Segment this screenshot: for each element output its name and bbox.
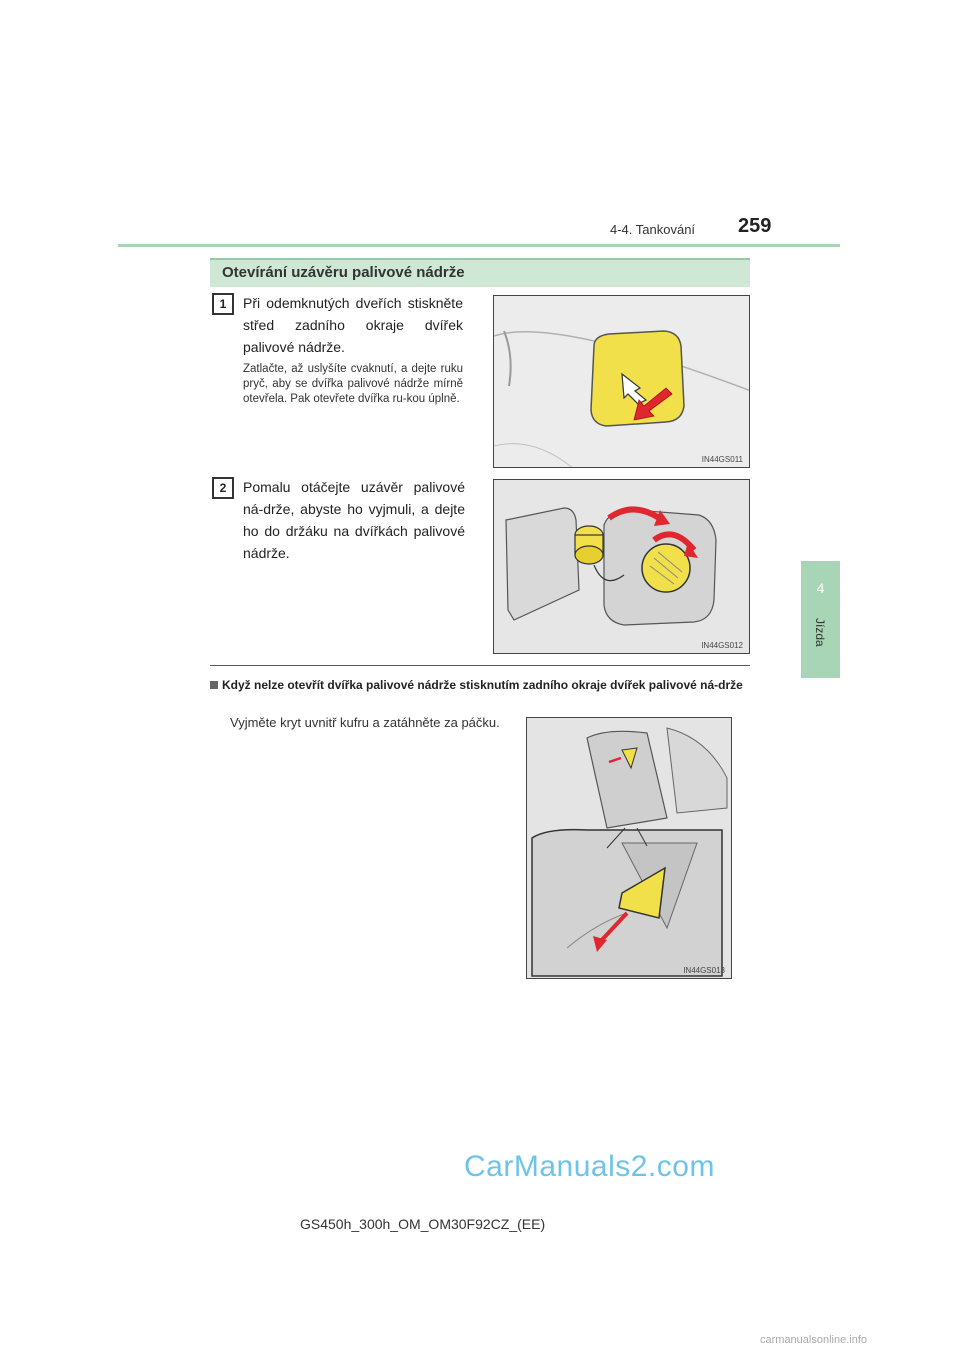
- figure-trunk-lever: [526, 717, 732, 979]
- section-title-bar: [210, 258, 750, 287]
- step-2-badge: 2: [212, 477, 234, 499]
- chapter-label-text: Jízda: [813, 618, 827, 647]
- fuel-cap-illustration: [494, 480, 750, 654]
- subsection-rule: [210, 665, 750, 666]
- watermark-secondary: carmanualsonline.info: [760, 1334, 868, 1346]
- trunk-lever-illustration: [527, 718, 732, 979]
- step-2-text: Pomalu otáčejte uzávěr palivové ná-drže, abyste ho vyjmuli, a dejte ho do držáku na dvířkách palivové nádrže.: [243, 479, 465, 561]
- header-section-title: 4-4. Tankování: [610, 222, 696, 237]
- figure-fuel-cap-remove: [493, 479, 750, 654]
- watermark-primary: CarManuals2.com: [464, 1150, 715, 1183]
- header-rule: [118, 244, 840, 247]
- subsection-heading: [210, 678, 755, 693]
- figure-code: IN44GS013: [683, 966, 725, 975]
- subsection-heading-text: Když nelze otevřít dvířka palivové nádrže stisknutím zadního okraje dvířek palivové ná-drže: [222, 678, 743, 692]
- figure-code: IN44GS012: [701, 641, 743, 650]
- footer-doc-code: GS450h_300h_OM_OM30F92CZ_(EE): [300, 1216, 546, 1232]
- square-bullet-icon: [210, 681, 218, 689]
- step-1-note: Zatlačte, až uslyšíte cvaknutí, a dejte ruku pryč, aby se dvířka palivové nádrže mírně otevřela. Pak otevřete dvířka ru-kou úplně.: [243, 363, 463, 405]
- step-1-text: Při odemknutých dveřích stiskněte střed zadního okraje dvířek palivové nádrže.: [243, 295, 463, 355]
- section-title: Otevírání uzávěru palivové nádrže: [222, 264, 465, 281]
- figure-fuel-door-push: [493, 295, 750, 468]
- page-number: 259: [738, 215, 772, 237]
- fuel-door-illustration: [494, 296, 750, 468]
- subsection-text: Vyjměte kryt uvnitř kufru a zatáhněte za páčku.: [230, 715, 500, 730]
- step-1-badge: 1: [212, 293, 234, 315]
- figure-code: IN44GS011: [701, 455, 743, 464]
- chapter-number: 4: [816, 580, 825, 596]
- chapter-label: [808, 618, 832, 670]
